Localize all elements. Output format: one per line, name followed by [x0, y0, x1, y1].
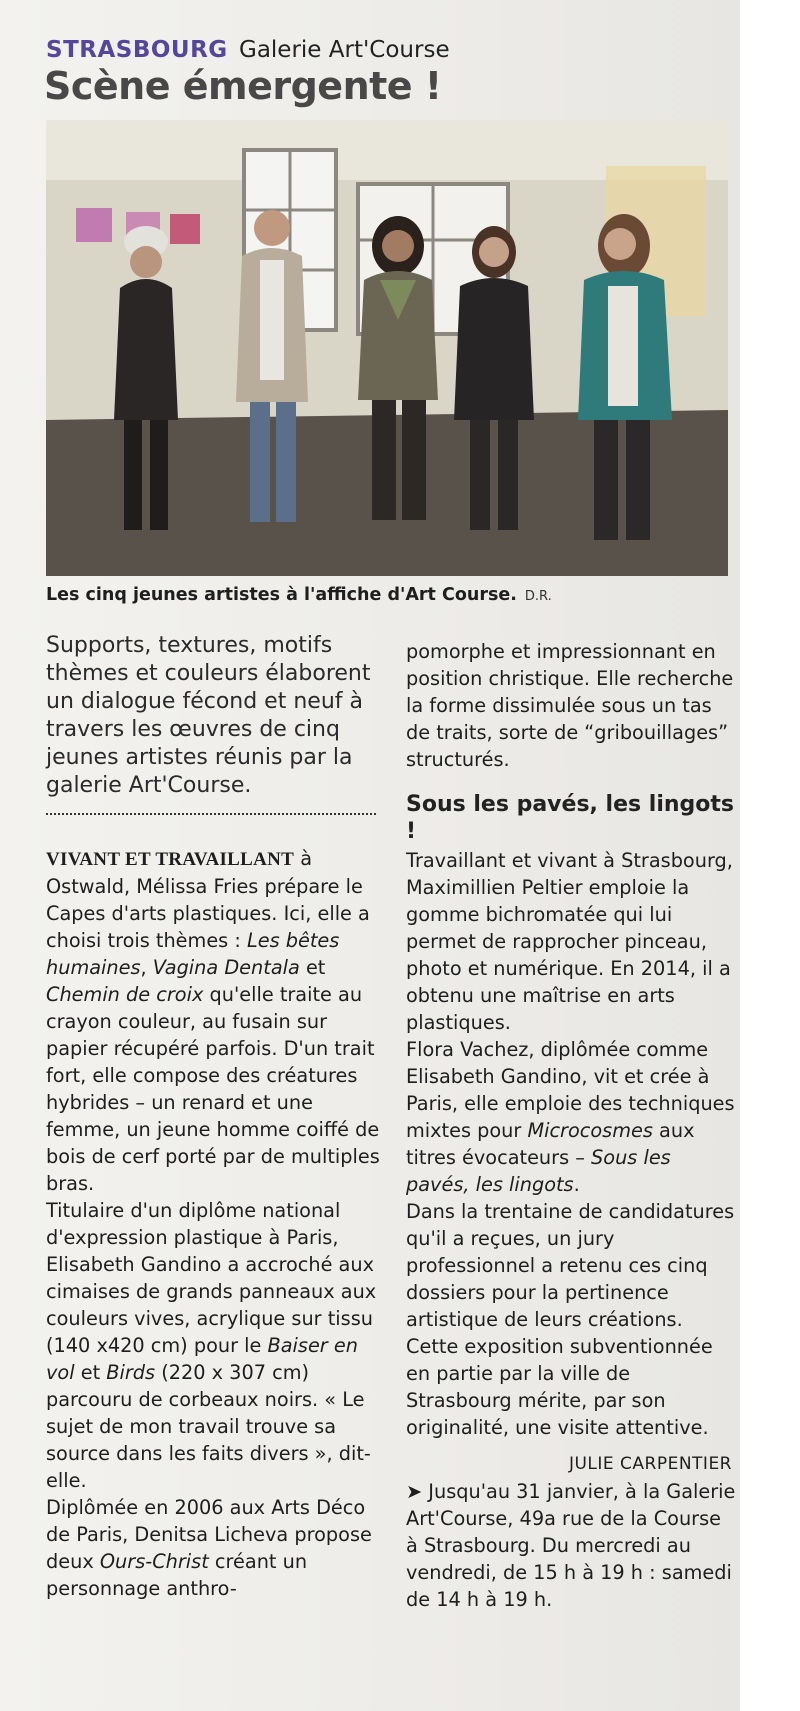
text: Titulaire d'un diplôme national d'expression plastique à Paris, Elisabeth Gandino a accroché aux cimaises de grands panneaux aux couleurs vives, acrylique sur tissu (140 x420 cm) pour le	[46, 1199, 377, 1357]
text: aux titres évocateurs –	[406, 1119, 695, 1169]
headline: Scène émergente !	[44, 64, 442, 108]
caption-text: Les cinq jeunes artistes à l'affiche d'Art Course.	[46, 585, 517, 605]
artwork-title: Baiser en vol	[46, 1334, 358, 1384]
paragraph-elisabeth-gandino	[46, 1197, 382, 1494]
artwork-title: Chemin de croix	[46, 983, 204, 1006]
article-column-1	[46, 845, 382, 1602]
paragraph-flora-vachez	[406, 1036, 736, 1198]
article-column-2	[406, 638, 736, 1613]
text: Jusqu'au 31 janvier, à la Galerie Art'Course, 49a rue de la Course à Strasbourg. Du mercredi au vendredi, de 15 h à 19 h : samedi de 14 h à 19 h.	[406, 1480, 736, 1611]
kicker-city: STRASBOURG	[46, 37, 228, 63]
article-intro: Supports, textures, motifs thèmes et couleurs élaborent un dialogue fécond et neuf à travers les œuvres de cinq jeunes artistes réunis par la galerie Art'Course.	[46, 633, 371, 798]
lead-in: VIVANT ET TRAVAILLANT	[46, 849, 295, 870]
paragraph-maximillien-peltier: Travaillant et vivant à Strasbourg, Maximillien Peltier emploie la gomme bichromatée qui lui permet de rapprocher pinceau, photo et numérique. En 2014, il a obtenu une maîtrise en arts plastiques.	[406, 849, 733, 1034]
artwork-title: Les bêtes humaines	[46, 929, 340, 979]
text: Diplômée en 2006 aux Arts Déco de Paris, Denitsa Licheva propose deux	[46, 1496, 372, 1573]
author-signature: JULIE CARPENTIER	[568, 1454, 732, 1474]
paragraph-jury: Dans la trentaine de candidatures qu'il a reçues, un jury professionnel a retenu ces cinq dossiers pour la pertinence artistique de leurs créations. Cette exposition subventionnée en partie par la ville de Strasbourg mérite, par son originalité, une visite attentive.	[406, 1200, 735, 1439]
practical-info	[406, 1478, 736, 1613]
paragraph-melissa-fries	[46, 845, 382, 1197]
photo-caption	[46, 582, 552, 610]
text: (220 x 307 cm) parcouru de corbeaux noirs. « Le sujet de mon travail trouve sa source dans les faits divers », dit-elle.	[46, 1361, 371, 1492]
artwork-title: Microcosmes	[527, 1119, 653, 1142]
subheading: Sous les pavés, les lingots !	[406, 792, 734, 844]
artwork-title: Sous les pavés, les lingots	[406, 1146, 671, 1196]
article-photo	[46, 120, 728, 576]
photo-credit: D.R.	[524, 589, 552, 604]
text: ,	[140, 956, 153, 979]
kicker	[46, 36, 450, 64]
text: et	[299, 956, 326, 979]
kicker-venue: Galerie Art'Course	[239, 37, 450, 63]
text: à Ostwald, Mélissa Fries prépare le Capes d'arts plastiques. Ici, elle a choisi trois thèmes :	[46, 847, 370, 952]
artists-photo-illustration	[46, 120, 728, 576]
arrow-icon: ➤	[406, 1480, 423, 1503]
text: et	[74, 1361, 107, 1384]
text: qu'elle traite au crayon couleur, au fusain sur papier récupéré parfois. D'un trait fort, elle compose des créatures hybrides – un renard et une femme, un jeune homme coiffé de bois de cerf porté par de multiples bras.	[46, 983, 380, 1195]
dotted-separator	[46, 813, 376, 815]
artwork-title: Birds	[106, 1361, 156, 1384]
paragraph-continued: pomorphe et impressionnant en position christique. Elle recherche la forme dissimulée sous un tas de traits, sorte de “gribouillages” structurés.	[406, 640, 734, 771]
artwork-title: Vagina Dentala	[152, 956, 300, 979]
artwork-title: Ours-Christ	[99, 1550, 209, 1573]
paragraph-denitsa-licheva	[46, 1494, 382, 1602]
text: Flora Vachez, diplômée comme Elisabeth Gandino, vit et crée à Paris, elle emploie des techniques mixtes pour	[406, 1038, 735, 1142]
text: .	[573, 1173, 580, 1196]
text: créant un personnage anthro-	[46, 1550, 308, 1600]
